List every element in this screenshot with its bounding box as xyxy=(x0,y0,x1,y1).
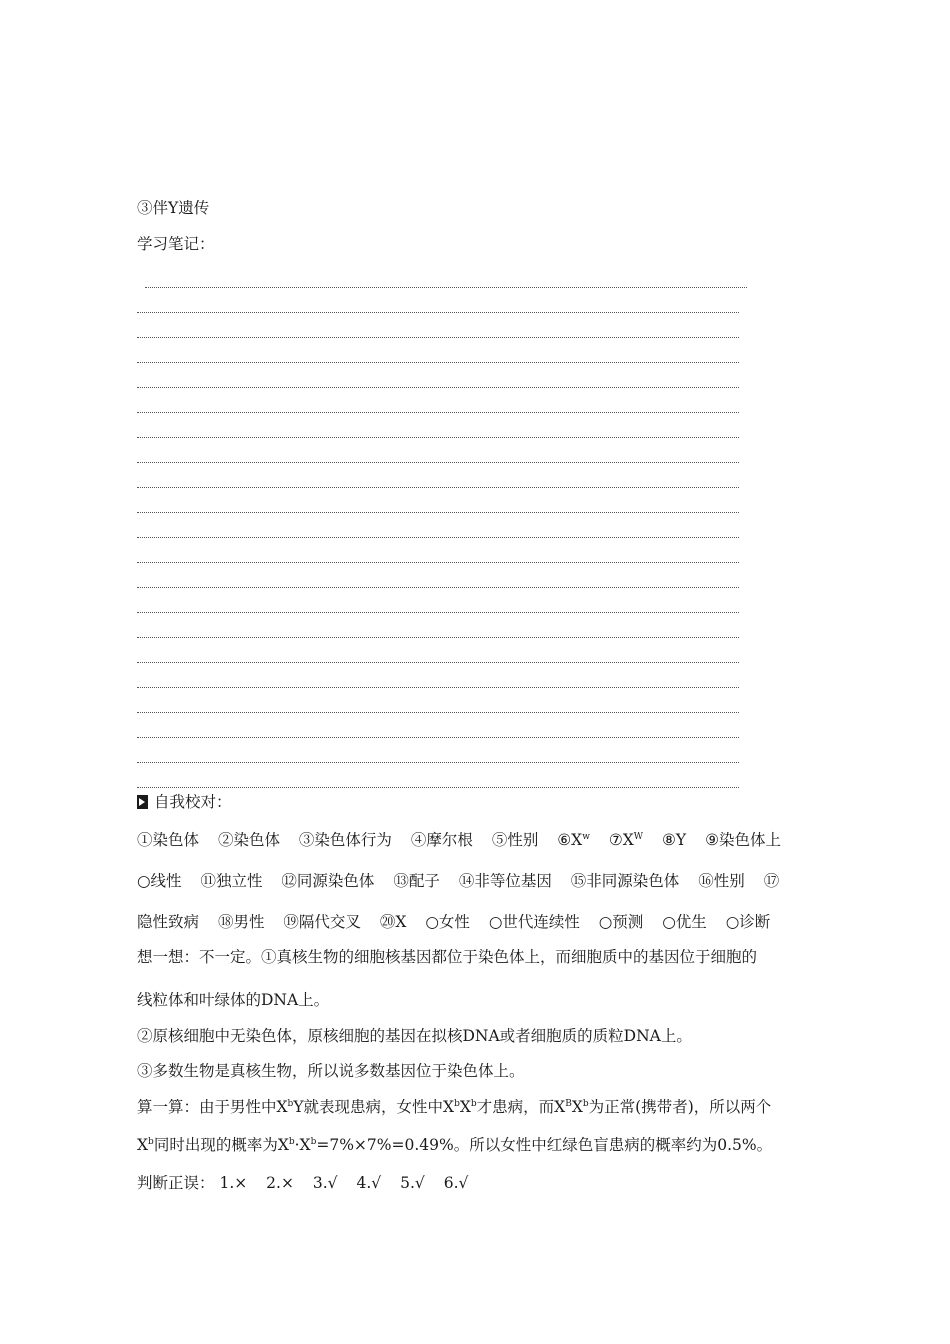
answer-item: ○优生 xyxy=(662,913,707,931)
answer-item: ⑲隔代交叉 xyxy=(283,913,361,931)
think-line-1: 想一想：不一定。①真核生物的细胞核基因都位于染色体上，而细胞质中的基因位于细胞的 xyxy=(137,948,758,966)
answer-item: ⑪独立性 xyxy=(200,872,263,890)
answer-item: ⑯性别 xyxy=(698,872,745,890)
note-line xyxy=(137,637,739,638)
note-line xyxy=(137,787,739,788)
answer-item: ○世代连续性 xyxy=(488,913,580,931)
answer-item: ①染色体 xyxy=(137,831,200,849)
note-line xyxy=(137,737,739,738)
note-line xyxy=(137,712,739,713)
self-check-row-1 xyxy=(137,830,781,850)
judge-label: 判断正误： xyxy=(137,1174,215,1192)
note-line xyxy=(137,462,739,463)
note-line xyxy=(137,562,739,563)
answer-item: ⑬配子 xyxy=(393,872,440,890)
answer-item: ○女性 xyxy=(425,913,470,931)
answer-item: ⑨染色体上 xyxy=(705,831,781,849)
answer-item: ③染色体行为 xyxy=(298,831,392,849)
note-line xyxy=(137,387,739,388)
judge-answer: 2.× xyxy=(266,1174,294,1192)
calc-line-1: 算一算：由于男性中$X^bY$就表现患病，女性中$X^bX^b$才患病，而$X^BX^b$为正常(携带者)，所以两个 xyxy=(137,1098,772,1116)
note-line xyxy=(137,612,739,613)
notes-label: 学习笔记： xyxy=(137,235,215,253)
answer-item: ⑧Y xyxy=(662,831,687,849)
answer-item: ○线性 xyxy=(137,872,182,890)
note-line xyxy=(137,437,739,438)
answer-item: ⑮非同源染色体 xyxy=(570,872,680,890)
judge-line xyxy=(137,1173,468,1193)
self-check-row-2 xyxy=(137,871,779,891)
note-line xyxy=(137,762,739,763)
note-line xyxy=(145,287,747,288)
answer-item: ④摩尔根 xyxy=(410,831,473,849)
judge-answer: 6.√ xyxy=(443,1174,469,1192)
answer-item: $⑦X^W$ xyxy=(608,831,644,849)
section-heading: ③伴Y遗传 xyxy=(137,199,210,217)
answer-item: ⑭非等位基因 xyxy=(458,872,552,890)
answer-item: ○预测 xyxy=(598,913,644,931)
note-line xyxy=(137,487,739,488)
calc-line-2: $X^b$同时出现的概率为$X^b\cdot X^b=7\%\times 7\%=0.49\%$。所以女性中红绿色盲患病的概率约为0.5%。 xyxy=(137,1136,773,1154)
answer-item: $⑥X^w$ xyxy=(557,831,590,849)
answer-item: ⑱男性 xyxy=(217,913,265,931)
note-line xyxy=(137,337,739,338)
answer-item: ⑰ xyxy=(763,872,780,890)
think-line-2: 线粒体和叶绿体的DNA上。 xyxy=(137,991,330,1009)
note-line xyxy=(137,662,739,663)
self-check-heading xyxy=(137,792,232,812)
self-check-title: 自我校对： xyxy=(154,793,232,811)
judge-answer: 4.√ xyxy=(356,1174,382,1192)
think-line-3: ②原核细胞中无染色体，原核细胞的基因在拟核DNA或者细胞质的质粒DNA上。 xyxy=(137,1027,692,1045)
note-line xyxy=(137,537,739,538)
judge-answer: 1.× xyxy=(219,1174,248,1192)
note-line xyxy=(137,512,739,513)
answer-item: ○诊断 xyxy=(725,913,771,931)
think-line-4: ③多数生物是真核生物，所以说多数基因位于染色体上。 xyxy=(137,1062,525,1080)
note-line xyxy=(137,362,739,363)
answer-item: ⑫同源染色体 xyxy=(281,872,375,890)
section-marker-icon xyxy=(137,795,148,809)
note-line xyxy=(137,312,739,313)
answer-item: ②染色体 xyxy=(217,831,280,849)
answer-item: ⑤性别 xyxy=(491,831,539,849)
note-line xyxy=(137,587,739,588)
judge-answer: 3.√ xyxy=(312,1174,338,1192)
answer-item: 隐性致病 xyxy=(137,913,200,931)
judge-answer: 5.√ xyxy=(400,1174,425,1192)
answer-item: ⑳X xyxy=(379,913,407,931)
note-line xyxy=(137,412,739,413)
note-line xyxy=(137,687,739,688)
self-check-row-3 xyxy=(137,912,770,932)
